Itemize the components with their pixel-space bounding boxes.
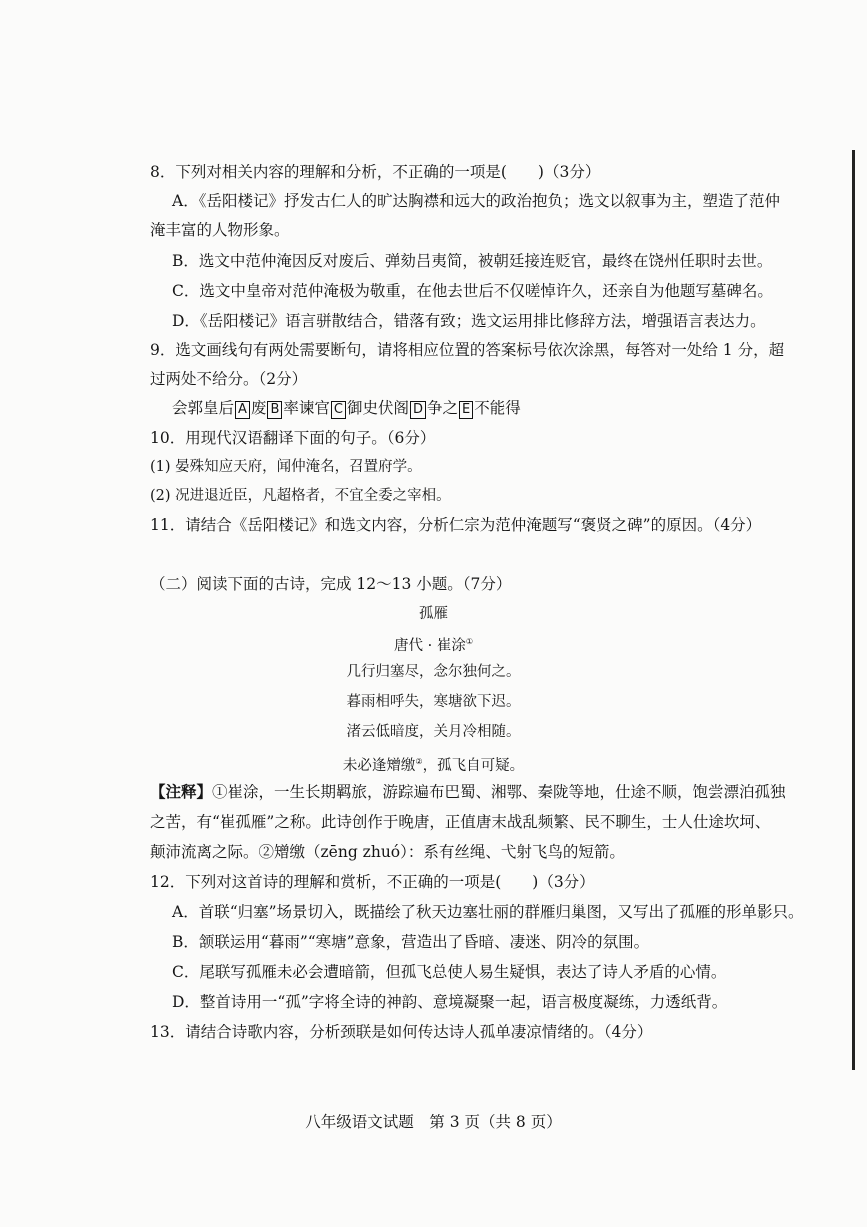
q9-segment: 御史伏阁 bbox=[346, 399, 409, 417]
q10-sentence-1: (1) 晏殊知应天府，闻仲淹名，召置府学。 bbox=[150, 459, 422, 475]
annotation-text-1: ①崔涂，一生长期羁旅，游踪遍布巴蜀、湘鄂、秦陇等地，仕途不顺，饱尝漂泊孤独 bbox=[212, 783, 786, 801]
page-footer: 八年级语文试题 第 3 页（共 8 页） bbox=[305, 1113, 562, 1131]
q12-option-a: A．首联“归塞”场景切入，既描绘了秋天边塞壮丽的群雁归巢图，又写出了孤雁的形单影只。 bbox=[172, 903, 804, 921]
q10-sentence-2: (2) 况进退近臣，凡超格者，不宜全委之宰相。 bbox=[150, 488, 451, 504]
q9-segment: 废 bbox=[250, 399, 267, 417]
poem-author-text: 唐代 · 崔涂 bbox=[394, 637, 466, 654]
q13-stem: 13．请结合诗歌内容，分析颈联是如何传达诗人孤单凄凉情绪的。（4分） bbox=[150, 1023, 653, 1041]
q12-option-b: B．颔联运用“暮雨”“寒塘”意象，营造出了昏暗、凄迷、阴冷的氛围。 bbox=[172, 933, 650, 951]
q8-option-d: D．《岳阳楼记》语言骈散结合，错落有致；选文运用排比修辞方法，增强语言表达力。 bbox=[172, 312, 766, 330]
section2-heading: （二）阅读下面的古诗，完成 12～13 小题。（7分） bbox=[150, 575, 512, 593]
poem-author-note-mark: ① bbox=[465, 637, 473, 646]
q8-stem: 8．下列对相关内容的理解和分析，不正确的一项是( )（3分） bbox=[150, 163, 601, 181]
poem-line-4 bbox=[0, 752, 867, 776]
q9-segment: 争之 bbox=[426, 399, 458, 417]
q8-option-c: C．选文中皇帝对范仲淹极为敬重，在他去世后不仅嗟悼许久，还亲自为他题写墓碑名。 bbox=[172, 282, 773, 300]
q9-answer-box-c[interactable]: C bbox=[331, 401, 346, 419]
q12-option-d: D．整首诗用一“孤”字将全诗的神韵、意境凝聚一起，语言极度凝练，力透纸背。 bbox=[172, 993, 728, 1011]
annotation-label: 【注释】 bbox=[150, 782, 213, 801]
q9-answer-box-a[interactable]: A bbox=[235, 401, 250, 419]
q9-answer-box-b[interactable]: B bbox=[267, 401, 282, 419]
annotation-line-3: 颠沛流离之际。②矰缴（zēng zhuó）：系有丝绳、弋射飞鸟的短箭。 bbox=[150, 843, 625, 861]
q11-stem: 11．请结合《岳阳楼记》和选文内容，分析仁宗为范仲淹题写“褒贤之碑”的原因。（4分） bbox=[150, 516, 762, 534]
poem-line-1: 几行归塞尽，念尔独何之。 bbox=[346, 664, 521, 680]
q9-stem-line2: 过两处不给分。（2分） bbox=[150, 370, 308, 388]
annotation-line-1 bbox=[150, 782, 786, 802]
poem-line-2: 暮雨相呼失，寒塘欲下迟。 bbox=[346, 694, 521, 710]
q8-option-a-line2: 淹丰富的人物形象。 bbox=[150, 221, 290, 239]
poem-author bbox=[0, 632, 867, 656]
poem-line-4-b: ，孤飞自可疑。 bbox=[422, 757, 525, 774]
q10-stem: 10．用现代汉语翻译下面的句子。（6分） bbox=[150, 429, 436, 447]
q9-sentence bbox=[172, 398, 521, 419]
q9-answer-box-d[interactable]: D bbox=[410, 401, 426, 419]
poem-title: 孤雁 bbox=[419, 606, 448, 622]
poem-line-4-a: 未必逢矰缴 bbox=[342, 757, 416, 774]
poem-line-3: 渚云低暗度，关月冷相随。 bbox=[346, 724, 521, 740]
q8-option-a-line1: A．《岳阳楼记》抒发古仁人的旷达胸襟和远大的政治抱负；选文以叙事为主，塑造了范仲 bbox=[172, 192, 780, 210]
q9-segment: 不能得 bbox=[474, 399, 521, 417]
q9-segment: 会郭皇后 bbox=[172, 399, 235, 417]
q8-option-b: B．选文中范仲淹因反对废后、弹劾吕夷简，被朝廷接连贬官，最终在饶州任职时去世。 bbox=[172, 252, 773, 270]
q12-stem: 12．下列对这首诗的理解和赏析，不正确的一项是( )（3分） bbox=[150, 873, 595, 891]
annotation-line-2: 之苦，有“崔孤雁”之称。此诗创作于晚唐，正值唐末战乱频繁、民不聊生，士人仕途坎坷、 bbox=[150, 813, 771, 831]
q9-segment: 率谏官 bbox=[283, 399, 330, 417]
q9-stem-line1: 9．选文画线句有两处需要断句，请将相应位置的答案标号依次涂黑，每答对一处给 1 分，超 bbox=[150, 341, 785, 359]
poem-line-4-note-mark: ② bbox=[415, 757, 423, 766]
q9-answer-box-e[interactable]: E bbox=[459, 401, 473, 419]
q12-option-c: C．尾联写孤雁未必会遭暗箭，但孤飞总使人易生疑惧，表达了诗人矛盾的心情。 bbox=[172, 963, 727, 981]
